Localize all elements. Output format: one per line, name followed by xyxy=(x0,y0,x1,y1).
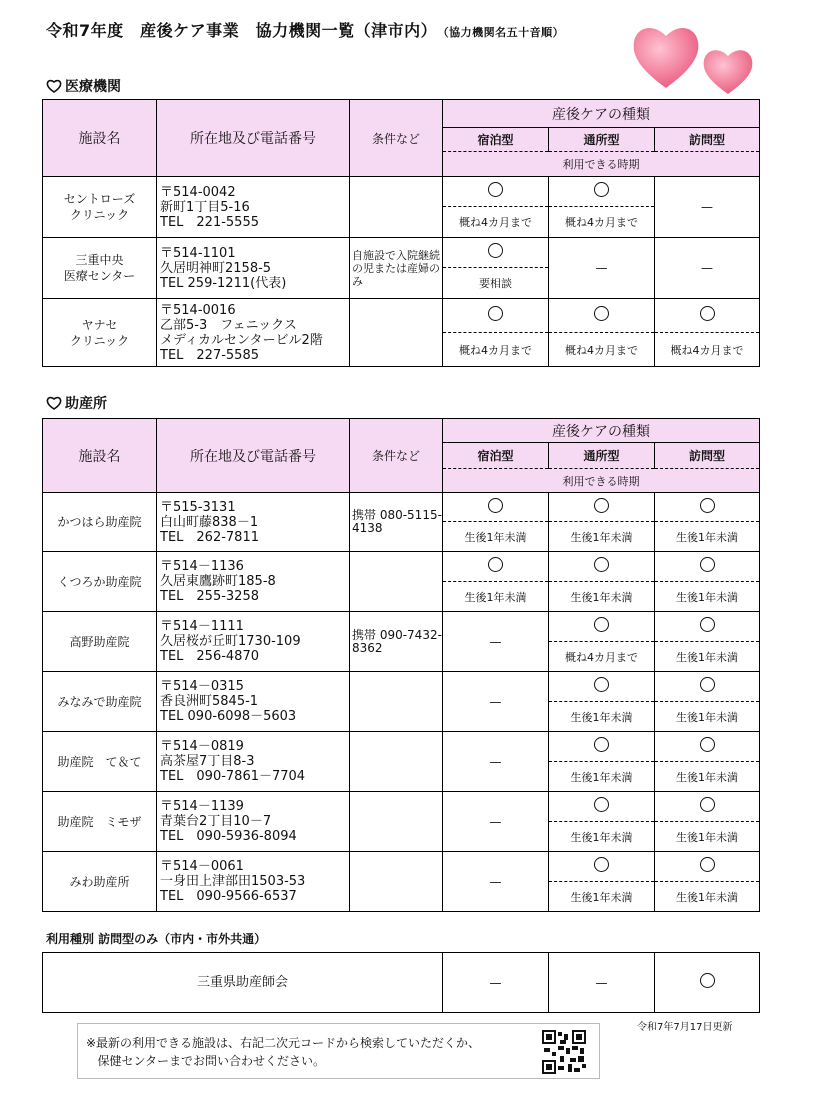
facility-address: 〒514－0061 一身田上津部田1503-53 TEL 090-9566-6537 xyxy=(157,852,350,912)
page-title xyxy=(46,18,564,41)
visit-period: 生後1年未満 xyxy=(655,762,760,792)
visit-available xyxy=(655,612,760,642)
facility-address: 〒514－0315 香良洲町5845-1 TEL 090-6098－5603 xyxy=(157,672,350,732)
day-available xyxy=(549,792,655,822)
visit-unavailable: — xyxy=(655,238,760,299)
day-available xyxy=(549,732,655,762)
circle-icon xyxy=(488,498,503,513)
facility-address: 〒514-0016 乙部5-3 フェニックス メディカルセンタービル2階 TEL 227-5585 xyxy=(157,299,350,367)
usage-table xyxy=(42,952,760,1013)
header-when: 利用できる時期 xyxy=(443,469,760,493)
visit-available xyxy=(655,732,760,762)
header-address: 所在地及び電話番号 xyxy=(157,100,350,177)
stay-period: 生後1年未満 xyxy=(443,582,549,612)
header-name: 施設名 xyxy=(43,100,157,177)
section-title-midwife xyxy=(46,393,107,413)
circle-icon xyxy=(700,306,715,321)
day-available xyxy=(549,852,655,882)
facility-conditions xyxy=(350,672,443,732)
section-label: 助産所 xyxy=(65,396,107,412)
header-day: 通所型 xyxy=(549,128,655,152)
facility-conditions: 携帯 090-7432-8362 xyxy=(350,612,443,672)
circle-icon xyxy=(594,498,609,513)
visit-available xyxy=(655,852,760,882)
header-name: 施設名 xyxy=(43,419,157,493)
day-period: 生後1年未満 xyxy=(549,822,655,852)
day-available xyxy=(549,177,655,207)
stay-unavailable: — xyxy=(443,732,549,792)
facility-name: セントローズ クリニック xyxy=(43,177,157,238)
circle-icon xyxy=(700,617,715,632)
facility-conditions xyxy=(350,299,443,367)
facility-address: 〒514－1136 久居東鷹跡町185-8 TEL 255-3258 xyxy=(157,552,350,612)
stay-unavailable: — xyxy=(443,792,549,852)
header-stay: 宿泊型 xyxy=(443,443,549,469)
facility-name: かつはら助産院 xyxy=(43,493,157,552)
circle-icon xyxy=(594,797,609,812)
facility-name: みなみで助産院 xyxy=(43,672,157,732)
day-period: 概ね4カ月まで xyxy=(549,333,655,367)
facility-conditions: 携帯 080-5115-4138 xyxy=(350,493,443,552)
facility-name: 三重中央 医療センター xyxy=(43,238,157,299)
facility-conditions xyxy=(350,852,443,912)
circle-icon xyxy=(700,737,715,752)
header-address: 所在地及び電話番号 xyxy=(157,419,350,493)
circle-icon xyxy=(700,973,715,988)
circle-icon xyxy=(488,557,503,572)
facility-address: 〒514－0819 高茶屋7丁目8-3 TEL 090-7861－7704 xyxy=(157,732,350,792)
circle-icon xyxy=(700,797,715,812)
header-visit: 訪問型 xyxy=(655,443,760,469)
header-kinds: 産後ケアの種類 xyxy=(443,419,760,443)
circle-icon xyxy=(594,737,609,752)
visit-period: 概ね4カ月まで xyxy=(655,333,760,367)
facility-conditions xyxy=(350,177,443,238)
day-available xyxy=(549,672,655,702)
circle-icon xyxy=(700,857,715,872)
header-visit: 訪問型 xyxy=(655,128,760,152)
circle-icon xyxy=(594,557,609,572)
heart-outline-icon xyxy=(46,79,62,93)
day-available xyxy=(549,299,655,333)
header-kinds: 産後ケアの種類 xyxy=(443,100,760,128)
visit-period: 生後1年未満 xyxy=(655,702,760,732)
day-period: 概ね4カ月まで xyxy=(549,642,655,672)
visit-period: 生後1年未満 xyxy=(655,642,760,672)
notice-text: ※最新の利用できる施設は、右記二次元コードから検索していただくか、 保健センターまでお問い合わせください。 xyxy=(86,1036,481,1068)
stay-period: 概ね4カ月まで xyxy=(443,333,549,367)
day-period: 概ね4カ月まで xyxy=(549,207,655,238)
usage-day: — xyxy=(549,953,655,1013)
section-label: 医療機関 xyxy=(65,79,121,95)
facility-conditions xyxy=(350,792,443,852)
header-when: 利用できる時期 xyxy=(443,152,760,177)
stay-period: 要相談 xyxy=(443,268,549,299)
circle-icon xyxy=(594,306,609,321)
facility-address: 〒514－1139 青葉台2丁目10－7 TEL 090-5936-8094 xyxy=(157,792,350,852)
hearts-decoration xyxy=(628,18,758,98)
stay-available xyxy=(443,493,549,522)
stay-period: 概ね4カ月まで xyxy=(443,207,549,238)
stay-available xyxy=(443,552,549,582)
facility-conditions: 自施設で入院継続の児または産婦のみ xyxy=(350,238,443,299)
medical-table xyxy=(42,99,760,367)
header-stay: 宿泊型 xyxy=(443,128,549,152)
visit-unavailable: — xyxy=(655,177,760,238)
header-conditions: 条件など xyxy=(350,100,443,177)
usage-stay: — xyxy=(443,953,549,1013)
facility-name: 助産院 ミモザ xyxy=(43,792,157,852)
visit-period: 生後1年未満 xyxy=(655,522,760,552)
day-period: 生後1年未満 xyxy=(549,702,655,732)
stay-available xyxy=(443,299,549,333)
day-unavailable: — xyxy=(549,238,655,299)
heart-icon xyxy=(704,50,753,94)
stay-unavailable: — xyxy=(443,612,549,672)
heart-outline-icon xyxy=(46,396,62,410)
circle-icon xyxy=(594,182,609,197)
circle-icon xyxy=(488,182,503,197)
visit-available xyxy=(655,552,760,582)
circle-icon xyxy=(488,306,503,321)
facility-name: ヤナセ クリニック xyxy=(43,299,157,367)
header-day: 通所型 xyxy=(549,443,655,469)
facility-name: みわ助産所 xyxy=(43,852,157,912)
stay-available xyxy=(443,238,549,268)
visit-available xyxy=(655,299,760,333)
facility-address: 〒514－1111 久居桜が丘町1730-109 TEL 256-4870 xyxy=(157,612,350,672)
circle-icon xyxy=(594,857,609,872)
day-period: 生後1年未満 xyxy=(549,582,655,612)
stay-unavailable: — xyxy=(443,672,549,732)
circle-icon xyxy=(700,557,715,572)
updated-date: 令和7年7月17日更新 xyxy=(637,1022,733,1033)
circle-icon xyxy=(594,617,609,632)
day-available xyxy=(549,612,655,642)
notice-box xyxy=(77,1023,600,1079)
day-period: 生後1年未満 xyxy=(549,762,655,792)
facility-address: 〒514-1101 久居明神町2158-5 TEL 259-1211(代表) xyxy=(157,238,350,299)
facility-conditions xyxy=(350,732,443,792)
visit-available xyxy=(655,672,760,702)
day-available xyxy=(549,493,655,522)
header-conditions: 条件など xyxy=(350,419,443,493)
midwife-table xyxy=(42,418,760,912)
facility-name: 助産院 て＆て xyxy=(43,732,157,792)
heart-icon xyxy=(634,28,699,88)
title-main: 令和7年度 産後ケア事業 協力機関一覧（津市内） xyxy=(46,21,438,40)
stay-unavailable: — xyxy=(443,852,549,912)
circle-icon xyxy=(700,498,715,513)
facility-name: くつろか助産院 xyxy=(43,552,157,612)
visit-period: 生後1年未満 xyxy=(655,822,760,852)
usage-visit-available xyxy=(655,953,760,1013)
facility-name: 高野助産院 xyxy=(43,612,157,672)
facility-address: 〒515-3131 白山町藤838－1 TEL 262-7811 xyxy=(157,493,350,552)
circle-icon xyxy=(488,243,503,258)
usage-title: 利用種別 訪問型のみ（市内・市外共通） xyxy=(46,932,267,946)
qr-code-icon[interactable] xyxy=(542,1030,586,1074)
stay-available xyxy=(443,177,549,207)
stay-period: 生後1年未満 xyxy=(443,522,549,552)
visit-period: 生後1年未満 xyxy=(655,582,760,612)
circle-icon xyxy=(700,677,715,692)
visit-period: 生後1年未満 xyxy=(655,882,760,912)
title-note: （協力機関名五十音順） xyxy=(443,26,565,39)
day-period: 生後1年未満 xyxy=(549,882,655,912)
facility-conditions xyxy=(350,552,443,612)
circle-icon xyxy=(594,677,609,692)
facility-address: 〒514-0042 新町1丁目5-16 TEL 221-5555 xyxy=(157,177,350,238)
visit-available xyxy=(655,493,760,522)
day-available xyxy=(549,552,655,582)
section-title-medical xyxy=(46,76,121,96)
usage-facility-name: 三重県助産師会 xyxy=(43,953,443,1013)
day-period: 生後1年未満 xyxy=(549,522,655,552)
visit-available xyxy=(655,792,760,822)
